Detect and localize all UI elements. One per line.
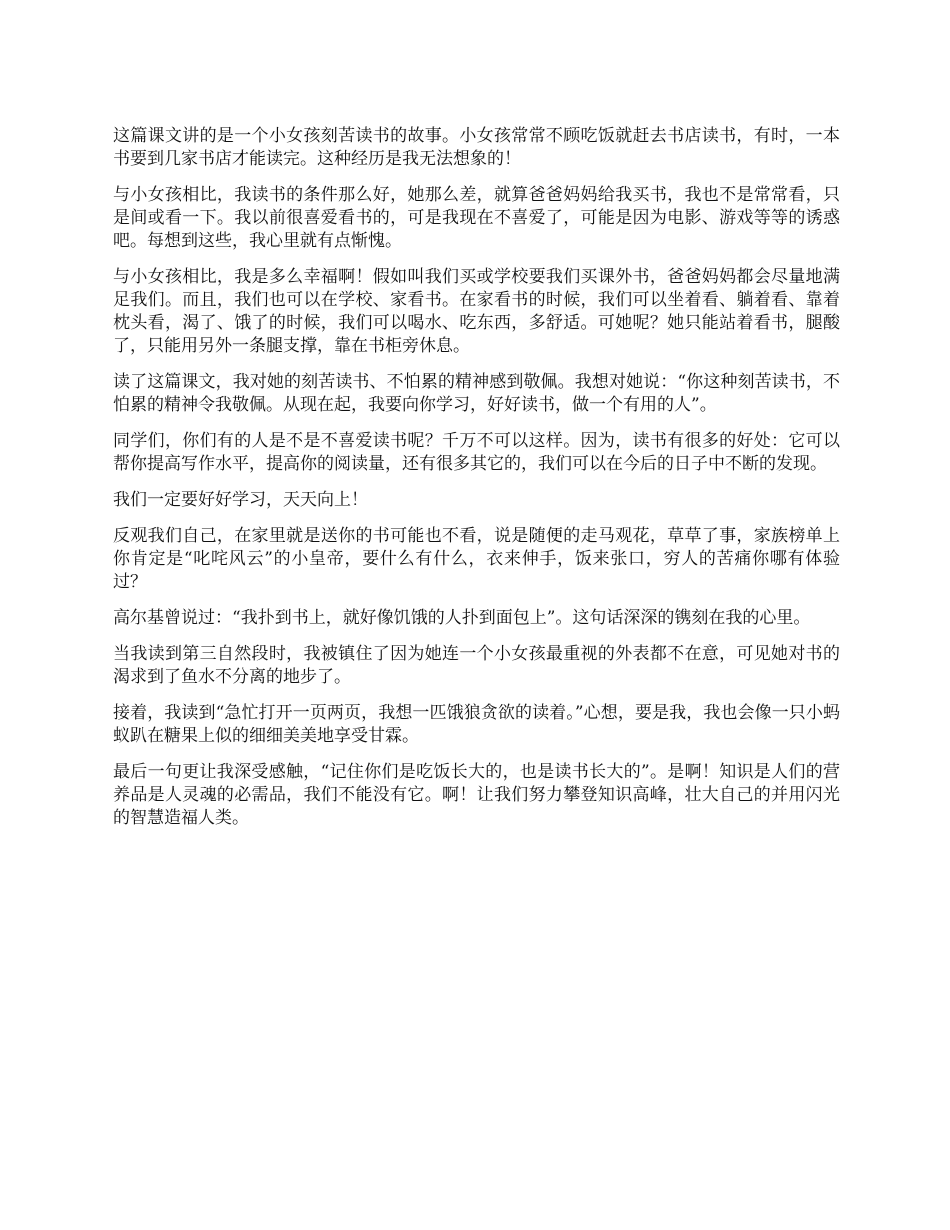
paragraph-8: 高尔基曾说过：“我扑到书上，就好像饥饿的人扑到面包上”。这句话深深的镌刻在我的心里。 bbox=[113, 608, 811, 628]
paragraph-10: 接着，我读到“急忙打开一页两页，我想一匹饿狼贪欲的读着。”心想，要是我，我也会像一只小蚂蚁趴在糖果上似的细细美美地享受甘霖。 bbox=[113, 703, 840, 746]
paragraph-9: 当我读到第三自然段时，我被镇住了因为她连一个小女孩最重视的外表都不在意，可见她对书的渴求到了鱼水不分离的地步了。 bbox=[113, 644, 840, 687]
paragraph-4: 读了这篇课文，我对她的刻苦读书、不怕累的精神感到敬佩。我想对她说：“你这种刻苦读书，不怕累的精神令我敬佩。从现在起，我要向你学习，好好读书，做一个有用的人”。 bbox=[113, 372, 840, 415]
paragraph-7: 反观我们自己，在家里就是送你的书可能也不看，说是随便的走马观花，草草了事，家族榜单上你肯定是“叱咤风云”的小皇帝，要什么有什么，衣来伸手，饭来张口，穷人的苦痛你哪有体验过？ bbox=[113, 526, 840, 592]
paragraph-5: 同学们，你们有的人是不是不喜爱读书呢？千万不可以这样。因为，读书有很多的好处：它可以帮你提高写作水平，提高你的阅读量，还有很多其它的，我们可以在今后的日子中不断的发现。 bbox=[113, 431, 840, 474]
paragraph-11: 最后一句更让我深受感触，“记住你们是吃饭长大的，也是读书长大的”。是啊！知识是人们的营养品是人灵魂的必需品，我们不能没有它。啊！让我们努力攀登知识高峰，壮大自己的并用闪光的智慧造福人类。 bbox=[113, 762, 840, 828]
paragraph-3: 与小女孩相比，我是多么幸福啊！假如叫我们买或学校要我们买课外书，爸爸妈妈都会尽量地满足我们。而且，我们也可以在学校、家看书。在家看书的时候，我们可以坐着看、躺着看、靠着枕头看，渴了、饿了的时候，我们可以喝水、吃东西，多舒适。可她呢？她只能站着看书，腿酸了，只能用另外一条腿支撑，靠在书柜旁休息。 bbox=[113, 267, 840, 356]
document-body bbox=[113, 125, 840, 843]
paragraph-2: 与小女孩相比，我读书的条件那么好，她那么差，就算爸爸妈妈给我买书，我也不是常常看，只是间或看一下。我以前很喜爱看书的，可是我现在不喜爱了，可能是因为电影、游戏等等的诱惑吧。每想到这些，我心里就有点惭愧。 bbox=[113, 185, 840, 251]
paragraph-1: 这篇课文讲的是一个小女孩刻苦读书的故事。小女孩常常不顾吃饭就赶去书店读书，有时，一本书要到几家书店才能读完。这种经历是我无法想象的！ bbox=[113, 126, 840, 169]
paragraph-6: 我们一定要好好学习，天天向上！ bbox=[113, 490, 368, 510]
